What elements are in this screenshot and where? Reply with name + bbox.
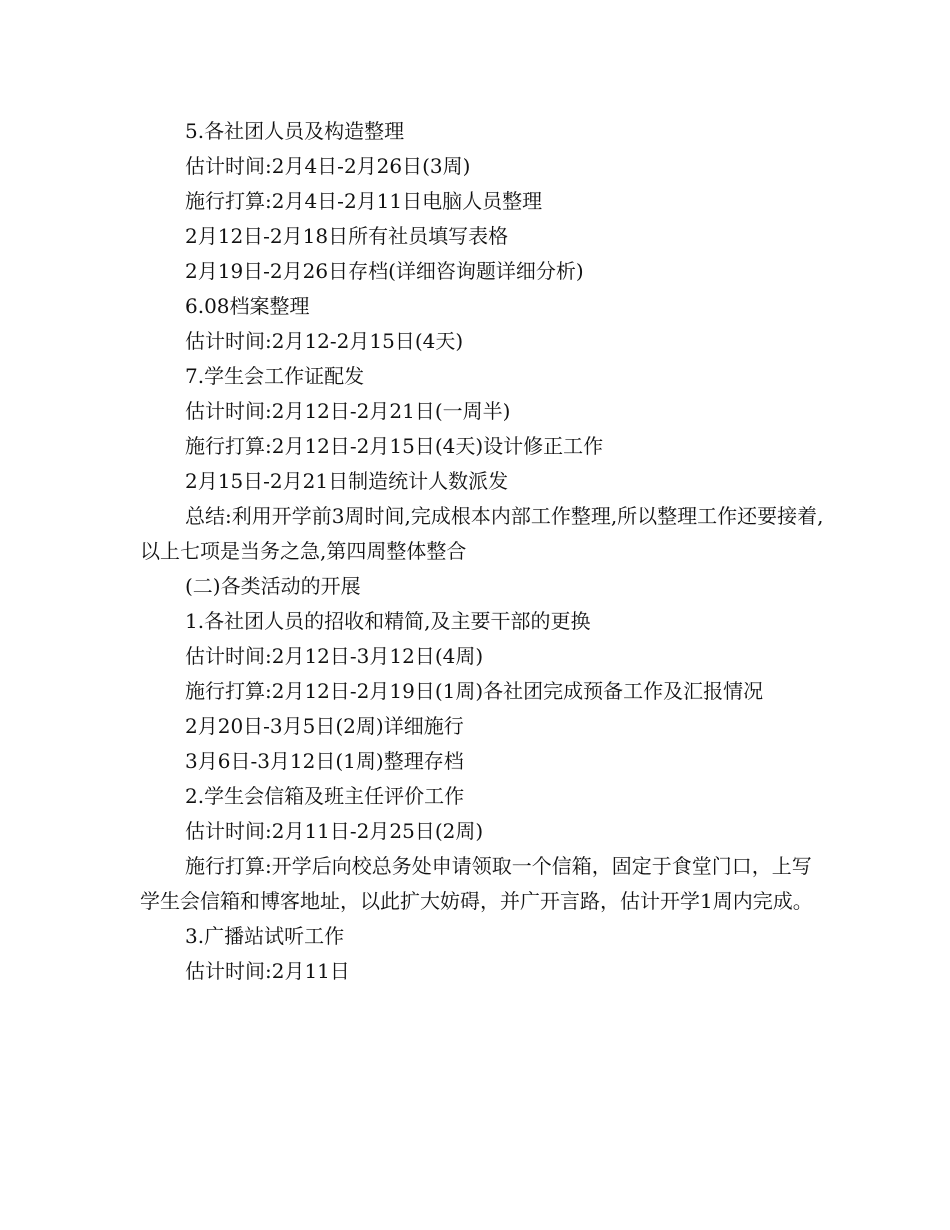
plan-line: 2月12日-2月18日所有社员填写表格 — [185, 224, 509, 248]
document-body — [140, 114, 830, 989]
plan-line: 2月20日-3月5日(2周)详细施行 — [185, 714, 464, 738]
summary-paragraph: 总结:利用开学前3周时间,完成根本内部工作整理,所以整理工作还要接着,以上七项是当务之急,第四周整体整合 — [140, 504, 824, 563]
plan-paragraph: 施行打算:2月12日-2月19日(1周)各社团完成预备工作及汇报情况 — [185, 679, 764, 703]
estimated-time-line: 估计时间:2月4日-2月26日(3周) — [185, 154, 471, 178]
estimated-time-line: 估计时间:2月11日 — [185, 959, 350, 983]
section-heading-6: 6.08档案整理 — [185, 294, 310, 318]
activity-heading-3: 3.广播站试听工作 — [185, 924, 345, 948]
activity-heading-1: 1.各社团人员的招收和精简,及主要干部的更换 — [185, 609, 591, 633]
estimated-time-line: 估计时间:2月12日-2月21日(一周半) — [185, 399, 511, 423]
estimated-time-line: 估计时间:2月12-2月15日(4天) — [185, 329, 464, 353]
estimated-time-line: 估计时间:2月12日-3月12日(4周) — [185, 644, 484, 668]
section-heading-5: 5.各社团人员及构造整理 — [185, 119, 405, 143]
part-heading: (二)各类活动的开展 — [185, 574, 361, 598]
plan-line: 施行打算:2月12日-2月15日(4天)设计修正工作 — [185, 434, 604, 458]
plan-paragraph: 施行打算:开学后向校总务处申请领取一个信箱，固定于食堂门口，上写学生会信箱和博客地址，以此扩大妨碍，并广开言路，估计开学1周内完成。 — [140, 854, 813, 913]
plan-line: 2月19日-2月26日存档(详细咨询题详细分析) — [185, 259, 584, 283]
estimated-time-line: 估计时间:2月11日-2月25日(2周) — [185, 819, 484, 843]
plan-line: 施行打算:2月4日-2月11日电脑人员整理 — [185, 189, 543, 213]
activity-heading-2: 2.学生会信箱及班主任评价工作 — [185, 784, 465, 808]
plan-line: 3月6日-3月12日(1周)整理存档 — [185, 749, 464, 773]
plan-line: 2月15日-2月21日制造统计人数派发 — [185, 469, 509, 493]
section-heading-7: 7.学生会工作证配发 — [185, 364, 365, 388]
